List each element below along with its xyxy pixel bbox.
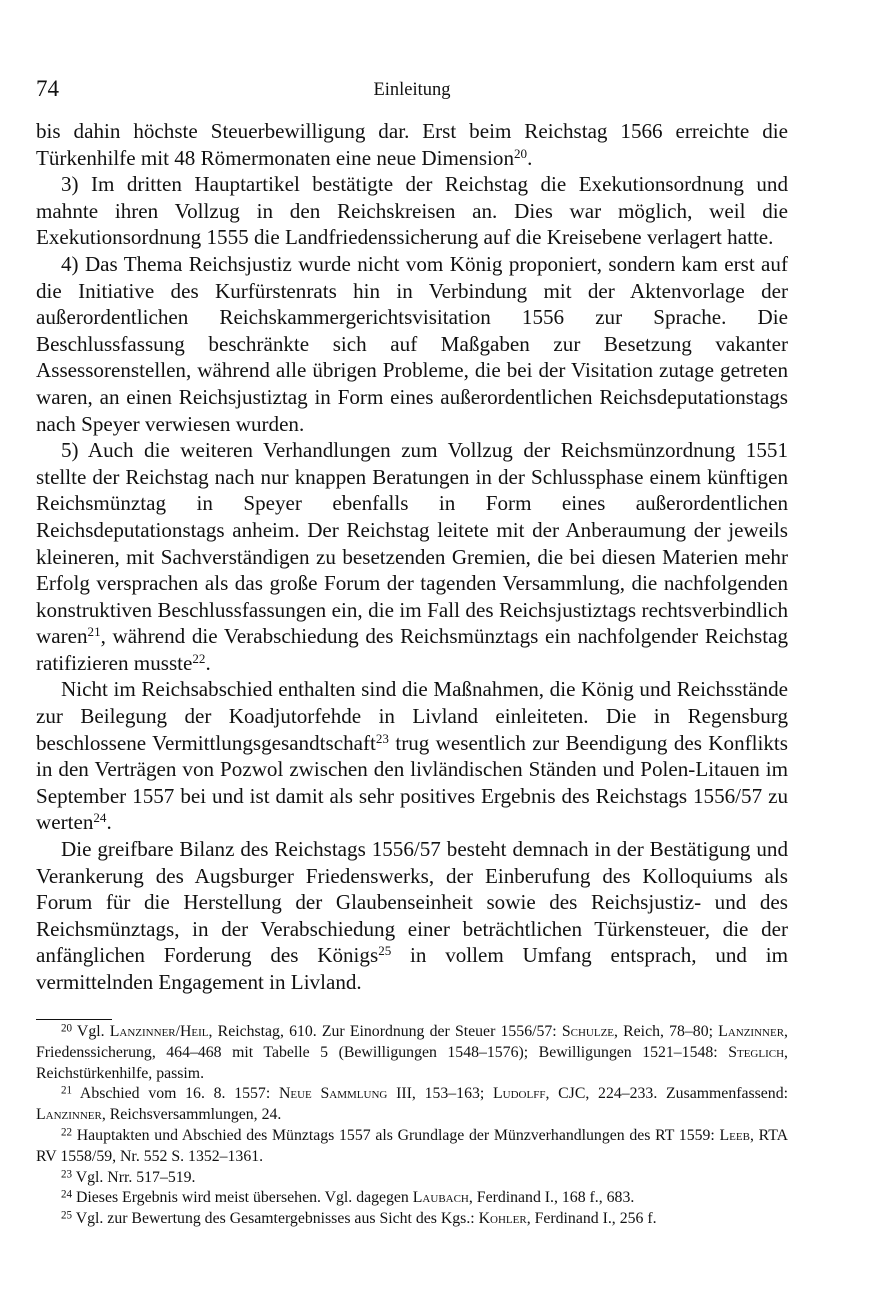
author-name: Schulze bbox=[561, 1023, 615, 1040]
text-run: III, 153–163; bbox=[387, 1085, 493, 1103]
footnote-ref: 21 bbox=[87, 624, 101, 640]
text-run: Nicht im Reichsabschied enthalten sind die Maßnahmen, die König und Reichsstände zur Beilegung der Koadjutorfehde in Livland einleiteten. Die in Regensburg beschlossene Vermittlungsgesandtschaft bbox=[36, 677, 788, 755]
text-run: , Reichstag, 610. Zur Einordnung der Steuer 1556/57: bbox=[208, 1023, 562, 1040]
author-name: Leeb bbox=[719, 1126, 750, 1144]
page-header bbox=[36, 76, 788, 106]
footnotes bbox=[36, 1022, 788, 1230]
paragraph-p6 bbox=[36, 836, 788, 996]
footnote-fn20 bbox=[36, 1022, 788, 1084]
text-run: Abschied vom 16. 8. 1557: bbox=[72, 1085, 279, 1103]
main-text bbox=[36, 118, 788, 996]
text-run: trug wesentlich zur Beendigung des Konflikts in den Verträgen von Pozwol zwischen den livländischen Ständen und Polen-Litauen im September 1557 bei und ist damit als sehr positives Ergebnis des Reichstags 1556/57 zu werten bbox=[36, 730, 788, 835]
text-run: , CJC, 224–233. Zusammenfassend: bbox=[545, 1085, 788, 1103]
footnote-ref: 23 bbox=[375, 730, 389, 746]
text-run: , Reichsversammlungen, 24. bbox=[101, 1106, 282, 1124]
text-run: , Ferdinand I., 256 f. bbox=[526, 1210, 657, 1228]
author-name: Lanzinner/Heil bbox=[109, 1023, 209, 1040]
text-run: , Reichstürkenhilfe, passim. bbox=[36, 1043, 788, 1082]
author-name: Laubach bbox=[412, 1189, 469, 1207]
footnote-ref: 25 bbox=[61, 1209, 73, 1222]
footnote-divider bbox=[36, 1019, 112, 1020]
text-run: Vgl. zur Bewertung des Gesamtergebnisses aus Sicht des Kgs.: bbox=[72, 1210, 479, 1228]
text-run: Vgl. bbox=[72, 1023, 110, 1040]
text-run: Hauptakten und Abschied des Münztags 1557 als Grundlage der Münzverhandlungen des RT 1559: bbox=[72, 1126, 720, 1144]
footnote-fn24 bbox=[36, 1188, 788, 1209]
text-run: , Friedenssicherung, 464–468 mit Tabelle 5 (Bewilligungen 1548–1576); Bewilligungen 1521–1548: bbox=[36, 1023, 788, 1061]
footnote-ref: 23 bbox=[61, 1168, 73, 1181]
text-run: bis dahin höchste Steuerbewilligung dar. Erst beim Reichstag 1566 erreichte die Türkenhilfe mit 48 Römermonaten eine neue Dimension bbox=[36, 119, 788, 170]
paragraph-p4 bbox=[36, 437, 788, 676]
paragraph-p1 bbox=[36, 118, 788, 171]
text-run: , RTA RV 1558/59, Nr. 552 S. 1352–1361. bbox=[36, 1126, 789, 1165]
footnote-fn23 bbox=[36, 1168, 788, 1189]
text-run: . bbox=[205, 650, 211, 675]
text-run: Die greifbare Bilanz des Reichstags 1556/57 besteht demnach in der Bestätigung und Verankerung des Augsburger Friedenswerks, der Einberufung des Kolloquiums als Forum für die Herstellung der Glaubenseinheit sowie des Reichsjustiz- und des Reichsmünztags, in der Verabschiedung einer beträchtlichen Türkensteuer, die der anfänglichen Forderung des Königs bbox=[36, 837, 788, 968]
page-number: 74 bbox=[36, 76, 59, 101]
text-run: , Ferdinand I., 168 f., 683. bbox=[468, 1189, 635, 1207]
author-name: Lanzinner bbox=[718, 1023, 785, 1040]
footnote-fn21 bbox=[36, 1084, 788, 1126]
footnote-ref: 24 bbox=[61, 1188, 73, 1201]
text-run: Dieses Ergebnis wird meist übersehen. Vgl. dagegen bbox=[72, 1189, 413, 1207]
paragraph-p5 bbox=[36, 676, 788, 836]
paragraph-p2 bbox=[36, 171, 788, 251]
author-name: Lanzinner bbox=[36, 1106, 102, 1124]
footnote-ref: 20 bbox=[61, 1022, 73, 1035]
author-name: Steglich bbox=[728, 1043, 785, 1061]
footnote-fn22 bbox=[36, 1126, 788, 1168]
author-name: Neue Sammlung bbox=[278, 1085, 388, 1103]
footnote-fn25 bbox=[36, 1209, 788, 1230]
text-run: 3) Im dritten Hauptartikel bestätigte der Reichstag die Exekutionsordnung und mahnte ihren Vollzug in den Reichskreisen an. Dies war möglich, weil die Exekutionsordnung 1555 die Landfriedenssicherung auf die Kreisebene verlagert hatte. bbox=[36, 172, 788, 250]
footnote-ref: 25 bbox=[378, 943, 392, 959]
text-run: 5) Auch die weiteren Verhandlungen zum Vollzug der Reichsmünzordnung 1551 stellte der Reichstag nach nur knappen Beratungen in der Schlussphase einem künftigen Reichsmünztag in Speyer ebenfalls in Form eines außerordentlichen Reichsdeputationstags anheim. Der Reichstag leitete mit der Anberaumung der jeweils kleineren, mit Sachverständigen zu besetzenden Gremien, die bei diesen Materien mehr Erfolg versprachen als das große Forum der tagenden Versammlung, die nachfolgenden konstruktiven Beschlussfassungen ein, die im Fall des Reichsjustiztags rechtsverbindlich waren bbox=[36, 438, 788, 649]
footnote-ref: 20 bbox=[514, 145, 528, 161]
running-title: Einleitung bbox=[373, 80, 451, 100]
author-name: Kohler bbox=[478, 1210, 527, 1228]
footnote-ref: 21 bbox=[61, 1084, 73, 1097]
footnote-ref: 22 bbox=[192, 650, 206, 666]
text-run: 4) Das Thema Reichsjustiz wurde nicht vom König proponiert, sondern kam erst auf die Initiative des Kurfürstenrats hin in Verbindung mit der Aktenvorlage der außerordentlichen Reichskammergerichtsvisitation 1556 zur Sprache. Die Beschlussfassung beschränkte sich auf Maßgaben zur Besetzung vakanter Assessorenstellen, während alle übrigen Probleme, die bei der Visitation zutage getreten waren, an einen Reichsjustiztag in Form eines außerordentlichen Reichsdeputationstags nach Speyer verwiesen wurden. bbox=[36, 251, 788, 436]
author-name: Ludolff bbox=[493, 1085, 546, 1103]
text-run: . bbox=[106, 810, 112, 835]
footnote-ref: 24 bbox=[93, 810, 107, 826]
text-run: Vgl. Nrr. 517–519. bbox=[72, 1168, 196, 1186]
footnote-ref: 22 bbox=[61, 1126, 73, 1139]
text-run: in vollem Umfang entsprach, und im vermittelnden Engagement in Livland. bbox=[36, 943, 788, 994]
text-run: , während die Verabschiedung des Reichsmünztags ein nachfolgender Reichstag ratifizieren musste bbox=[36, 624, 788, 675]
text-run: , Reich, 78–80; bbox=[614, 1023, 719, 1040]
paragraph-p3 bbox=[36, 251, 788, 437]
text-run: . bbox=[527, 145, 533, 170]
